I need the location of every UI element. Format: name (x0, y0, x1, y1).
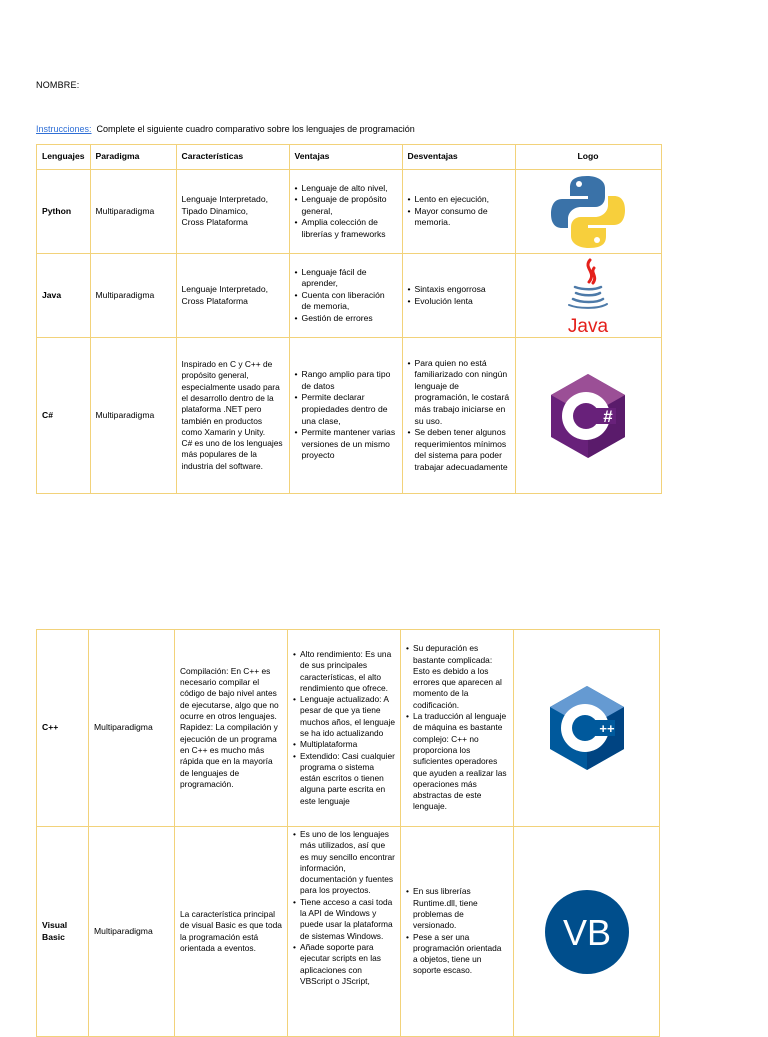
java-logo-icon (563, 256, 613, 336)
list-item: • Rango amplio para tipo de datos (295, 369, 397, 392)
lenguaje-cell: Visual Basic (37, 827, 89, 1037)
header-desventajas: Desventajas (402, 145, 515, 170)
logo-cell (515, 170, 661, 254)
header-caracteristicas: Características (176, 145, 289, 170)
nombre-label: NOMBRE: (36, 80, 80, 90)
logo-cell (515, 338, 661, 494)
list-item: • Tiene acceso a casi toda la API de Windows y puede usar la plataforma de sistemas Windows. (293, 897, 395, 942)
java-logo-text: Java (567, 315, 609, 336)
paradigma-cell: Multiparadigma (90, 254, 176, 338)
list-item: • Sintaxis engorrosa (408, 284, 510, 296)
table-row (37, 170, 662, 254)
ventajas-cell (288, 827, 401, 1037)
vb-logo-icon (544, 889, 630, 975)
desventajas-cell (402, 338, 515, 494)
csharp-logo-text: # (603, 406, 613, 426)
list-item: • Lenguaje de propósito general, (295, 194, 397, 217)
cpp-logo-icon (547, 684, 627, 772)
list-item: • Multiplataforma (293, 739, 395, 750)
list-item: • Alto rendimiento: Es una de sus principales características, el alto rendimiento que ofrece. (293, 649, 395, 694)
table-row (37, 254, 662, 338)
caracteristicas-cell: Inspirado en C y C++ de propósito general, especialmente usado para el desarrollo dentro de la plataforma .NET pero también en productos como Xamarin y Unity. C# es uno de los lenguajes más populares de la industria del software. (176, 338, 289, 494)
list-item: • Cuenta con liberación de memoria, (295, 290, 397, 313)
desventajas-cell (401, 630, 514, 827)
python-logo-icon (550, 174, 626, 250)
list-item: • Lenguaje actualizado: A pesar de que ya tiene muchos años, el lenguaje se ha ido actualizando (293, 694, 395, 739)
csharp-logo-icon (548, 372, 628, 460)
list-item: • Permite declarar propiedades dentro de una clase, (295, 392, 397, 427)
list-item: • Permite mantener varias versiones de un mismo proyecto (295, 427, 397, 462)
list-item: • Lenguaje de alto nivel, (295, 183, 397, 195)
caracteristicas-cell: Lenguaje Interpretado, Tipado Dinamico, Cross Plataforma (176, 170, 289, 254)
paradigma-cell: Multiparadigma (90, 170, 176, 254)
caracteristicas-cell: Lenguaje Interpretado, Cross Plataforma (176, 254, 289, 338)
cpp-logo-text: ++ (598, 721, 615, 736)
list-item: • Lento en ejecución, (408, 194, 510, 206)
paradigma-cell: Multiparadigma (90, 338, 176, 494)
comparison-table (36, 144, 662, 494)
caracteristicas-cell: Compilación: En C++ es necesario compilar el código de bajo nivel antes de ejecutarse, algo que no ocurre en otros lenguajes. Rapidez: La compilación y ejecución de un programa en C++ es mucho más rápida que en la mayoría de lenguajes de programación. (175, 630, 288, 827)
lenguaje-cell: C++ (37, 630, 89, 827)
vb-logo-text: VB (562, 911, 611, 953)
paradigma-cell: Multiparadigma (89, 630, 175, 827)
list-item: • Se deben tener algunos requerimientos mínimos del sistema para poder trabajar adecuadamente (408, 427, 510, 473)
list-item: • La traducción al lenguaje de máquina es bastante complejo: C++ no proporciona los suficientes operadores que ayuden a realizar las operaciones más abstractas de este lenguaje. (406, 711, 508, 813)
desventajas-cell (402, 254, 515, 338)
caracteristicas-cell: La característica principal de visual Basic es que toda la programación está orientada a eventos. (175, 827, 288, 1037)
lenguaje-cell: Java (37, 254, 91, 338)
list-item: • Es uno de los lenguajes más utilizados, así que es muy sencillo encontrar información, documentación y fuentes para los proyectos. (293, 829, 395, 897)
header-logo: Logo (515, 145, 661, 170)
list-item: • Amplia colección de librerías y frameworks (295, 217, 397, 240)
instructions-label: Instrucciones: (36, 124, 92, 134)
list-item: • Gestión de errores (295, 313, 397, 325)
instructions (36, 124, 415, 134)
table-row (37, 338, 662, 494)
logo-cell (515, 254, 661, 338)
paradigma-cell: Multiparadigma (89, 827, 175, 1037)
list-item: • Lenguaje fácil de aprender, (295, 267, 397, 290)
list-item: • Su depuración es bastante complicada: Esto es debido a los errores que aparecen al momento de la codificación. (406, 643, 508, 711)
table-row (37, 630, 660, 827)
instructions-text: Complete el siguiente cuadro comparativo sobre los lenguajes de programación (96, 124, 415, 134)
list-item: • Para quien no está familiarizado con ningún lenguaje de programación, le costará más trabajo iniciarse en su uso. (408, 358, 510, 428)
header-lenguajes: Lenguajes (37, 145, 91, 170)
logo-cell (514, 630, 660, 827)
header-paradigma: Paradigma (90, 145, 176, 170)
lenguaje-cell: Python (37, 170, 91, 254)
list-item: • Extendido: Casi cualquier programa o sistema están escritos o tienen alguna parte escrita en este lenguaje (293, 751, 395, 807)
ventajas-cell (289, 170, 402, 254)
ventajas-cell (289, 338, 402, 494)
ventajas-cell (288, 630, 401, 827)
list-item: • Añade soporte para ejecutar scripts en las aplicaciones con VBScript o JScript, (293, 942, 395, 987)
table-row (37, 827, 660, 1037)
logo-cell (514, 827, 660, 1037)
table-header-row (37, 145, 662, 170)
desventajas-cell (401, 827, 514, 1037)
list-item: • Pese a ser una programación orientada a objetos, tiene un soporte escaso. (406, 932, 508, 977)
header-ventajas: Ventajas (289, 145, 402, 170)
comparison-table-continued (36, 629, 660, 1037)
list-item: • Mayor consumo de memoria. (408, 206, 510, 229)
ventajas-cell (289, 254, 402, 338)
desventajas-cell (402, 170, 515, 254)
list-item: • En sus librerías Runtime.dll, tiene problemas de versionado. (406, 886, 508, 931)
lenguaje-cell: C# (37, 338, 91, 494)
list-item: • Evolución lenta (408, 296, 510, 308)
